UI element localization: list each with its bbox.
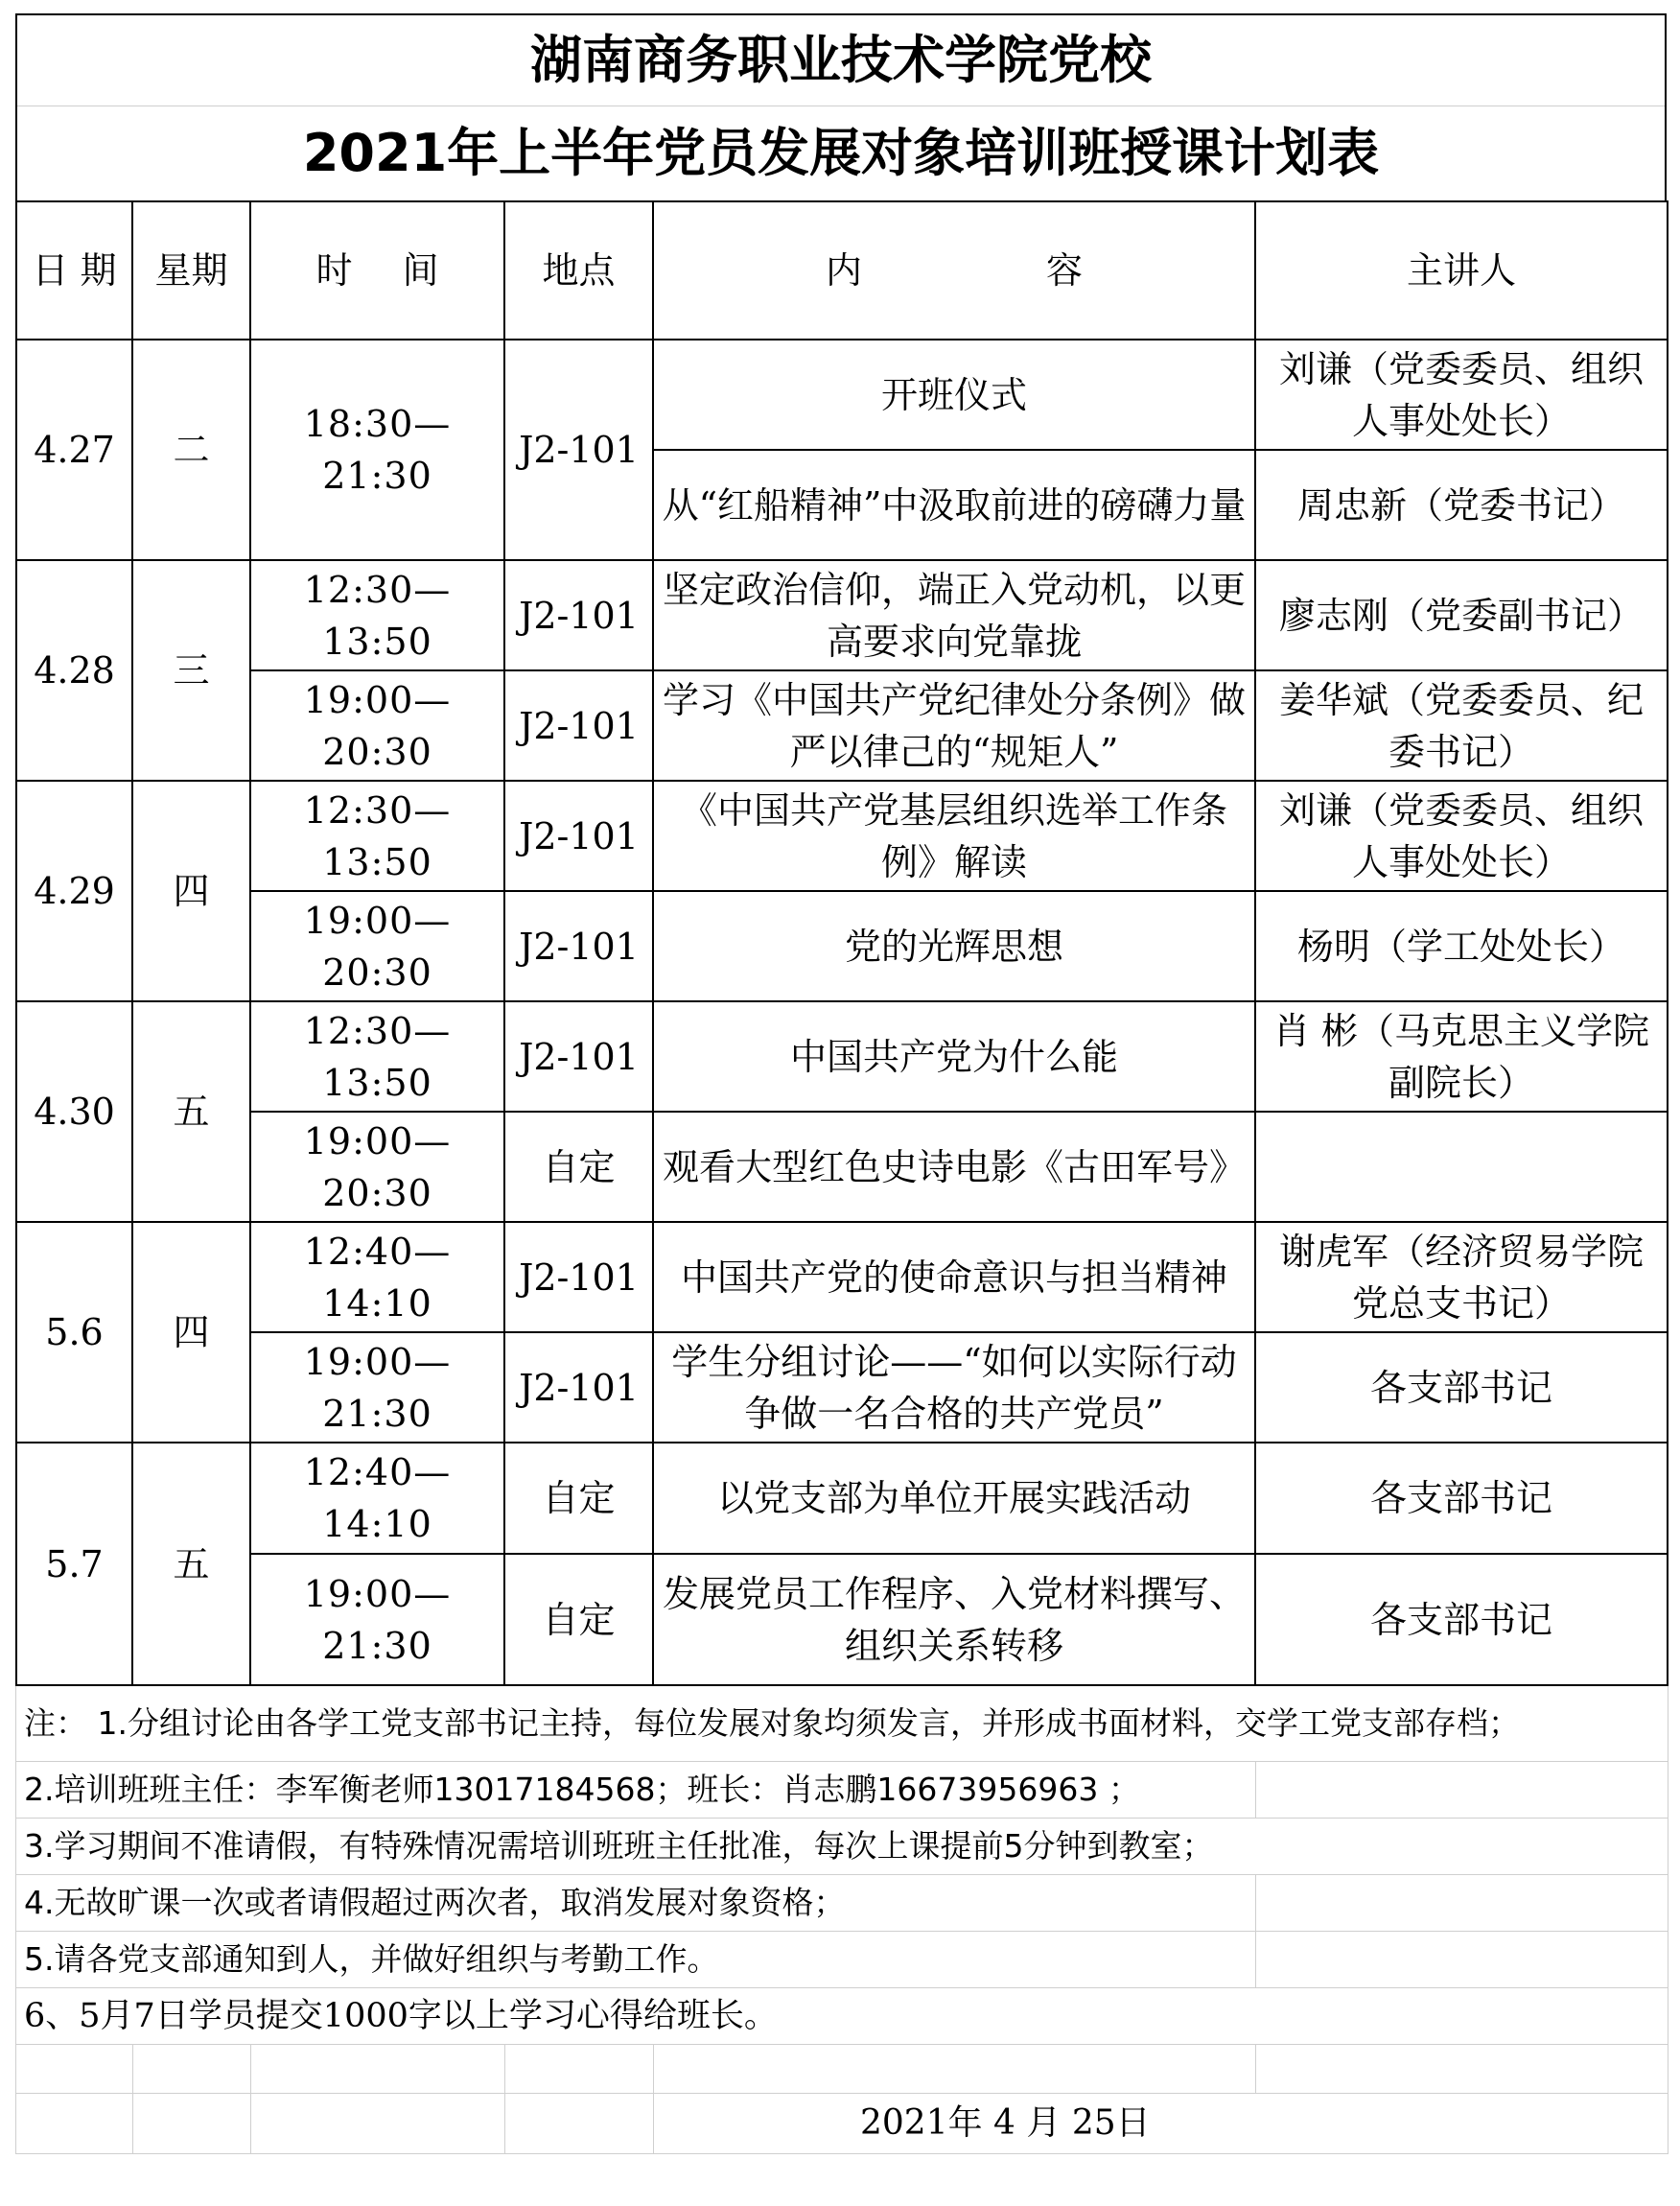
speaker-cell: 杨明（学工处处长） (1255, 891, 1668, 1001)
content-cell: 学生分组讨论——“如何以实际行动争做一名合格的共产党员” (653, 1332, 1255, 1443)
time-cell: 18:30—21:30 (250, 340, 504, 560)
weekday-cell: 四 (132, 1222, 250, 1443)
content-cell: 《中国共产党基层组织选举工作条例》解读 (653, 781, 1255, 891)
speaker-cell: 周忠新（党委书记） (1255, 450, 1668, 560)
time-cell: 19:00—20:30 (250, 1112, 504, 1222)
place-cell: J2-101 (504, 891, 653, 1001)
note-text: 注： 1.分组讨论由各学工党支部书记主持，每位发展对象均须发言，并形成书面材料，交学工党支部存档； (24, 1704, 1520, 1742)
table-row (16, 1554, 1668, 1685)
place-cell: J2-101 (504, 340, 653, 560)
place-cell: J2-101 (504, 1001, 653, 1112)
speaker-cell: 各支部书记 (1255, 1443, 1668, 1554)
date-cell: 5.6 (16, 1222, 132, 1443)
speaker-cell: 各支部书记 (1255, 1554, 1668, 1685)
place-cell: J2-101 (504, 1332, 653, 1443)
col-date-header: 日 期 (16, 201, 132, 340)
footer-date-row (16, 2094, 1668, 2154)
schedule-table (15, 200, 1668, 1686)
content-cell: 党的光辉思想 (653, 891, 1255, 1001)
table-row (16, 670, 1668, 781)
weekday-cell: 四 (132, 781, 250, 1001)
content-cell: 以党支部为单位开展实践活动 (653, 1443, 1255, 1554)
note-line (16, 1819, 1668, 1875)
place-cell: 自定 (504, 1554, 653, 1685)
table-row (16, 1112, 1668, 1222)
table-row (16, 1001, 1668, 1112)
time-cell: 19:00—20:30 (250, 670, 504, 781)
col-weekday-header: 星期 (132, 201, 250, 340)
date-cell: 5.7 (16, 1443, 132, 1685)
time-cell: 12:30—13:50 (250, 781, 504, 891)
table-row (16, 1332, 1668, 1443)
title-block (15, 13, 1667, 200)
table-row (16, 781, 1668, 891)
time-cell: 12:30—13:50 (250, 1001, 504, 1112)
date-cell: 4.29 (16, 781, 132, 1001)
note-line (16, 1686, 1668, 1762)
speaker-cell: 各支部书记 (1255, 1332, 1668, 1443)
col-speaker-header: 主讲人 (1255, 201, 1668, 340)
note-text: 2.培训班班主任：李军衡老师13017184568；班长：肖志鹏16673956963 ； (24, 1771, 1140, 1808)
weekday-cell: 二 (132, 340, 250, 560)
note-text: 5.请各党支部通知到人，并做好组织与考勤工作。 (24, 1940, 719, 1978)
speaker-cell: 谢虎军（经济贸易学院党总支书记） (1255, 1222, 1668, 1332)
time-cell: 12:30—13:50 (250, 560, 504, 670)
speaker-cell: 刘谦（党委委员、组织人事处处长） (1255, 781, 1668, 891)
weekday-cell: 五 (132, 1001, 250, 1222)
speaker-cell: 廖志刚（党委副书记） (1255, 560, 1668, 670)
table-row (16, 560, 1668, 670)
table-row (16, 1222, 1668, 1332)
weekday-cell: 三 (132, 560, 250, 781)
place-cell: J2-101 (504, 560, 653, 670)
footer-date: 2021年 4 月 25日 (860, 2103, 1151, 2143)
time-cell: 19:00—20:30 (250, 891, 504, 1001)
table-row (16, 340, 1668, 450)
note-text: 4.无故旷课一次或者请假超过两次者，取消发展对象资格； (24, 1884, 846, 1921)
schedule-sheet (15, 13, 1667, 2154)
table-row (16, 891, 1668, 1001)
time-cell: 12:40—14:10 (250, 1222, 504, 1332)
note-text: 3.学习期间不准请假，有特殊情况需培训班班主任批准，每次上课提前5分钟到教室； (24, 1827, 1214, 1865)
content-cell: 学习《中国共产党纪律处分条例》做严以律己的“规矩人” (653, 670, 1255, 781)
time-cell: 19:00—21:30 (250, 1554, 504, 1685)
time-cell: 19:00—21:30 (250, 1332, 504, 1443)
col-time-header: 时 间 (250, 201, 504, 340)
time-cell: 12:40—14:10 (250, 1443, 504, 1554)
content-cell: 从“红船精神”中汲取前进的磅礴力量 (653, 450, 1255, 560)
notes-section (15, 1686, 1668, 2154)
col-content-header: 内 容 (653, 201, 1255, 340)
speaker-cell: 姜华斌（党委委员、纪委书记） (1255, 670, 1668, 781)
place-cell: J2-101 (504, 1222, 653, 1332)
weekday-cell: 五 (132, 1443, 250, 1685)
note-line (16, 1988, 1668, 2045)
place-cell: J2-101 (504, 781, 653, 891)
content-cell: 观看大型红色史诗电影《古田军号》 (653, 1112, 1255, 1222)
note-line (16, 1875, 1668, 1932)
place-cell: 自定 (504, 1443, 653, 1554)
date-cell: 4.27 (16, 340, 132, 560)
header-row (16, 201, 1668, 340)
speaker-cell: 肖 彬（马克思主义学院副院长） (1255, 1001, 1668, 1112)
table-row (16, 1443, 1668, 1554)
note-line (16, 1932, 1668, 1988)
content-cell: 坚定政治信仰，端正入党动机，以更高要求向党靠拢 (653, 560, 1255, 670)
place-cell: J2-101 (504, 670, 653, 781)
blank-row (16, 2045, 1668, 2094)
content-cell: 开班仪式 (653, 340, 1255, 450)
col-place-header: 地点 (504, 201, 653, 340)
content-cell: 中国共产党的使命意识与担当精神 (653, 1222, 1255, 1332)
note-line (16, 1762, 1668, 1819)
school-name: 湖南商务职业技术学院党校 (17, 15, 1665, 106)
place-cell: 自定 (504, 1112, 653, 1222)
date-cell: 4.28 (16, 560, 132, 781)
date-cell: 4.30 (16, 1001, 132, 1222)
speaker-cell (1255, 1112, 1668, 1222)
content-cell: 发展党员工作程序、入党材料撰写、组织关系转移 (653, 1554, 1255, 1685)
note-text: 6、5月7日学员提交1000字以上学习心得给班长。 (24, 1997, 778, 2035)
content-cell: 中国共产党为什么能 (653, 1001, 1255, 1112)
schedule-title: 2021年上半年党员发展对象培训班授课计划表 (302, 123, 1380, 183)
speaker-cell: 刘谦（党委委员、组织人事处处长） (1255, 340, 1668, 450)
